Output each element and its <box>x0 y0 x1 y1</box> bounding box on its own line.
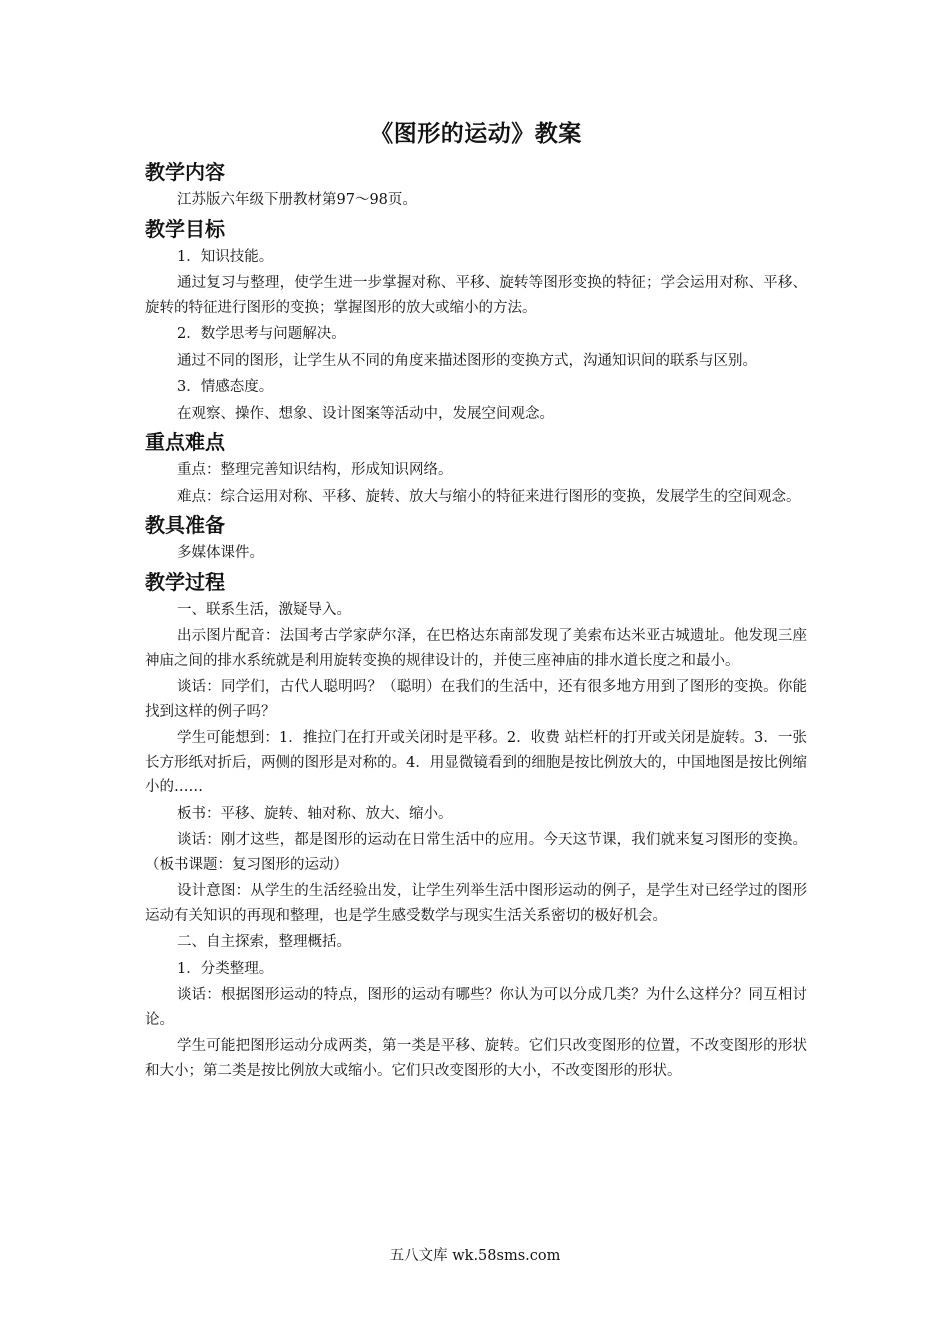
paragraph: 2．数学思考与问题解决。 <box>177 326 346 342</box>
paragraph: 在观察、操作、想象、设计图案等活动中，发展空间观念。 <box>177 405 554 422</box>
paragraph: 板书：平移、旋转、轴对称、放大、缩小。 <box>177 805 453 822</box>
document-title: 《图形的运动》教案 <box>370 121 582 147</box>
paragraph: 多媒体课件。 <box>177 545 264 561</box>
section-teaching-process <box>145 568 807 1084</box>
paragraph: 谈话：根据图形运动的特点，图形的运动有哪些？你认为可以分成几类？为什么这样分？同互相讨论。 <box>145 987 807 1028</box>
paragraph: 一、联系生活，激疑导入。 <box>177 601 351 618</box>
paragraph: 学生可能想到：1．推拉门在打开或关闭时是平移。2．收费 站栏杆的打开或关闭是旋转。3．一张长方形纸对折后，两侧的图形是对称的。4．用显微镜看到的细胞是按比例放大的，中国地图是按比例缩小的…… <box>145 730 807 795</box>
paragraph: 通过不同的图形，让学生从不同的角度来描述图形的变换方式，沟通知识间的联系与区别。 <box>177 352 757 369</box>
section-teaching-aids <box>145 511 807 566</box>
paragraph: 江苏版六年级下册教材第97～98页。 <box>177 192 417 208</box>
page-footer: 五八文库 wk.58sms.com <box>389 1248 561 1264</box>
paragraph: 通过复习与整理，使学生进一步掌握对称、平移、旋转等图形变换的特征；学会运用对称、平移、旋转的特征进行图形的变换；掌握图形的放大或缩小的方法。 <box>145 275 807 316</box>
section-heading: 重点难点 <box>145 430 225 454</box>
section-heading: 教学过程 <box>145 569 225 594</box>
section-heading: 教具准备 <box>145 513 225 537</box>
document-page <box>145 118 807 1085</box>
section-teaching-content <box>145 158 807 213</box>
paragraph: 1．分类整理。 <box>177 960 274 977</box>
section-key-points <box>145 428 807 509</box>
paragraph: 设计意图：从学生的生活经验出发，让学生列举生活中图形运动的例子，是学生对已经学过的图形运动有关知识的再现和整理，也是学生感受数学与现实生活关系密切的极好机会。 <box>145 883 807 924</box>
paragraph: 重点：整理完善知识结构，形成知识网络。 <box>177 462 453 478</box>
paragraph: 3．情感态度。 <box>177 379 274 395</box>
paragraph: 学生可能把图形运动分成两类，第一类是平移、旋转。它们只改变图形的位置，不改变图形的形状和大小；第二类是按比例放大或缩小。它们只改变图形的大小，不改变图形的形状。 <box>145 1038 807 1079</box>
section-heading: 教学目标 <box>145 216 225 241</box>
paragraph: 出示图片配音：法国考古学家萨尔泽，在巴格达东南部发现了美索布达米亚古城遗址。他发现三座神庙之间的排水系统就是利用旋转变换的规律设计的，并使三座神庙的排水道长度之和最小。 <box>145 628 807 669</box>
paragraph: 谈话：同学们，古代人聪明吗？（聪明）在我们的生活中，还有很多地方用到了图形的变换。你能找到这样的例子吗？ <box>145 679 807 720</box>
paragraph: 二、自主探索，整理概括。 <box>177 934 351 950</box>
section-teaching-goals <box>145 215 807 427</box>
paragraph: 谈话：刚才这些，都是图形的运动在日常生活中的应用。今天这节课，我们就来复习图形的变换。（板书课题：复习图形的运动） <box>145 832 807 873</box>
paragraph: 难点：综合运用对称、平移、旋转、放大与缩小的特征来进行图形的变换，发展学生的空间观念。 <box>177 488 801 505</box>
paragraph: 1．知识技能。 <box>177 248 274 265</box>
section-heading: 教学内容 <box>145 160 225 184</box>
